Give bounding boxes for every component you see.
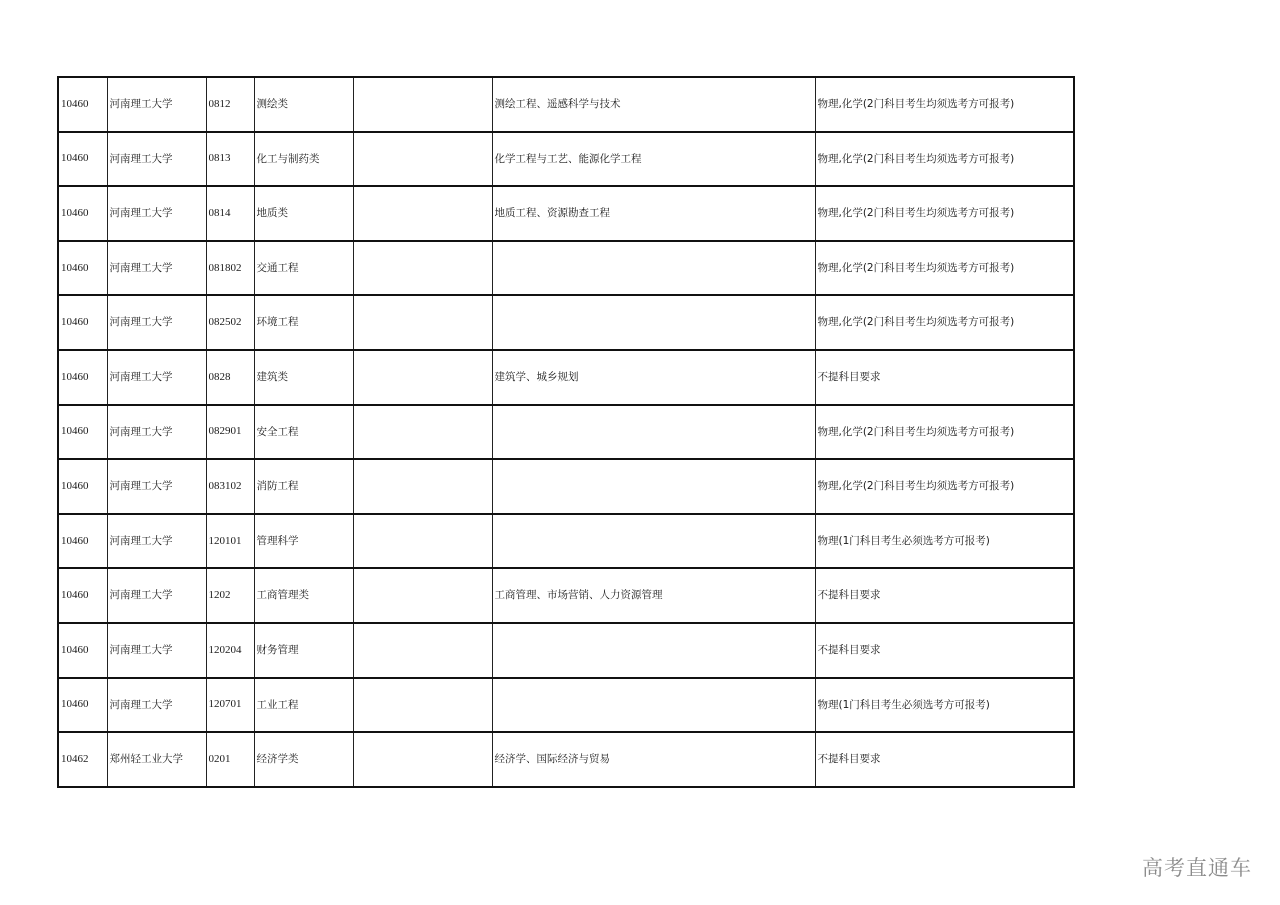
subject-requirement-cell: 物理,化学(2门科目考生均须选考方可报考)	[815, 241, 1074, 296]
major-name-cell: 财务管理	[254, 623, 353, 678]
subject-requirement-cell: 物理,化学(2门科目考生均须选考方可报考)	[815, 295, 1074, 350]
major-code-cell: 1202	[206, 568, 254, 623]
subject-requirements-table	[57, 76, 1075, 788]
school-code-cell: 10460	[58, 623, 107, 678]
school-code-cell: 10460	[58, 241, 107, 296]
table-row	[58, 568, 1074, 623]
included-majors-cell	[492, 405, 815, 460]
school-name-cell: 河南理工大学	[107, 132, 206, 187]
note-cell	[353, 568, 492, 623]
note-cell	[353, 132, 492, 187]
note-cell	[353, 514, 492, 569]
note-cell	[353, 459, 492, 514]
major-code-cell: 082502	[206, 295, 254, 350]
note-cell	[353, 678, 492, 733]
table-body	[58, 77, 1074, 787]
school-code-cell: 10460	[58, 514, 107, 569]
major-name-cell: 地质类	[254, 186, 353, 241]
note-cell	[353, 295, 492, 350]
included-majors-cell: 经济学、国际经济与贸易	[492, 732, 815, 787]
school-name-cell: 河南理工大学	[107, 295, 206, 350]
note-cell	[353, 405, 492, 460]
school-name-cell: 河南理工大学	[107, 678, 206, 733]
subject-requirement-cell: 物理(1门科目考生必须选考方可报考)	[815, 514, 1074, 569]
table-row	[58, 186, 1074, 241]
table-row	[58, 678, 1074, 733]
major-code-cell: 120701	[206, 678, 254, 733]
school-code-cell: 10460	[58, 678, 107, 733]
school-code-cell: 10460	[58, 405, 107, 460]
note-cell	[353, 623, 492, 678]
included-majors-cell: 工商管理、市场营销、人力资源管理	[492, 568, 815, 623]
school-name-cell: 河南理工大学	[107, 405, 206, 460]
watermark-text: 高考直通车	[1142, 856, 1252, 880]
major-name-cell: 建筑类	[254, 350, 353, 405]
subject-requirement-cell: 物理,化学(2门科目考生均须选考方可报考)	[815, 186, 1074, 241]
major-name-cell: 管理科学	[254, 514, 353, 569]
major-code-cell: 120101	[206, 514, 254, 569]
school-code-cell: 10460	[58, 459, 107, 514]
table-row	[58, 132, 1074, 187]
note-cell	[353, 732, 492, 787]
school-code-cell: 10460	[58, 350, 107, 405]
note-cell	[353, 186, 492, 241]
major-name-cell: 测绘类	[254, 77, 353, 132]
major-code-cell: 081802	[206, 241, 254, 296]
table-row	[58, 295, 1074, 350]
school-code-cell: 10460	[58, 132, 107, 187]
note-cell	[353, 350, 492, 405]
major-name-cell: 安全工程	[254, 405, 353, 460]
school-name-cell: 河南理工大学	[107, 350, 206, 405]
major-name-cell: 化工与制药类	[254, 132, 353, 187]
subject-requirement-cell: 物理,化学(2门科目考生均须选考方可报考)	[815, 405, 1074, 460]
major-name-cell: 环境工程	[254, 295, 353, 350]
school-name-cell: 河南理工大学	[107, 623, 206, 678]
included-majors-cell: 化学工程与工艺、能源化学工程	[492, 132, 815, 187]
school-code-cell: 10462	[58, 732, 107, 787]
included-majors-cell	[492, 678, 815, 733]
major-code-cell: 082901	[206, 405, 254, 460]
note-cell	[353, 77, 492, 132]
table-row	[58, 459, 1074, 514]
major-code-cell: 0828	[206, 350, 254, 405]
school-code-cell: 10460	[58, 186, 107, 241]
included-majors-cell	[492, 623, 815, 678]
subject-requirement-cell: 物理,化学(2门科目考生均须选考方可报考)	[815, 132, 1074, 187]
subject-requirement-cell: 物理,化学(2门科目考生均须选考方可报考)	[815, 459, 1074, 514]
school-name-cell: 河南理工大学	[107, 459, 206, 514]
included-majors-cell	[492, 241, 815, 296]
subject-requirement-cell: 物理,化学(2门科目考生均须选考方可报考)	[815, 77, 1074, 132]
included-majors-cell: 测绘工程、遥感科学与技术	[492, 77, 815, 132]
subject-requirement-cell: 不提科目要求	[815, 350, 1074, 405]
school-code-cell: 10460	[58, 295, 107, 350]
included-majors-cell	[492, 295, 815, 350]
table-row	[58, 241, 1074, 296]
subject-requirement-cell: 物理(1门科目考生必须选考方可报考)	[815, 678, 1074, 733]
major-code-cell: 120204	[206, 623, 254, 678]
school-name-cell: 河南理工大学	[107, 77, 206, 132]
table-row	[58, 514, 1074, 569]
school-code-cell: 10460	[58, 77, 107, 132]
subject-requirement-cell: 不提科目要求	[815, 568, 1074, 623]
school-name-cell: 郑州轻工业大学	[107, 732, 206, 787]
major-code-cell: 0201	[206, 732, 254, 787]
included-majors-cell	[492, 514, 815, 569]
major-name-cell: 交通工程	[254, 241, 353, 296]
major-name-cell: 消防工程	[254, 459, 353, 514]
table-row	[58, 732, 1074, 787]
included-majors-cell: 地质工程、资源勘查工程	[492, 186, 815, 241]
table-row	[58, 77, 1074, 132]
school-name-cell: 河南理工大学	[107, 241, 206, 296]
major-name-cell: 工业工程	[254, 678, 353, 733]
major-name-cell: 经济学类	[254, 732, 353, 787]
school-name-cell: 河南理工大学	[107, 186, 206, 241]
school-code-cell: 10460	[58, 568, 107, 623]
school-name-cell: 河南理工大学	[107, 514, 206, 569]
table-row	[58, 350, 1074, 405]
major-code-cell: 0813	[206, 132, 254, 187]
included-majors-cell: 建筑学、城乡规划	[492, 350, 815, 405]
table-row	[58, 623, 1074, 678]
major-code-cell: 0814	[206, 186, 254, 241]
note-cell	[353, 241, 492, 296]
school-name-cell: 河南理工大学	[107, 568, 206, 623]
subject-requirement-cell: 不提科目要求	[815, 623, 1074, 678]
included-majors-cell	[492, 459, 815, 514]
subject-requirement-cell: 不提科目要求	[815, 732, 1074, 787]
table-row	[58, 405, 1074, 460]
major-name-cell: 工商管理类	[254, 568, 353, 623]
major-code-cell: 0812	[206, 77, 254, 132]
major-code-cell: 083102	[206, 459, 254, 514]
